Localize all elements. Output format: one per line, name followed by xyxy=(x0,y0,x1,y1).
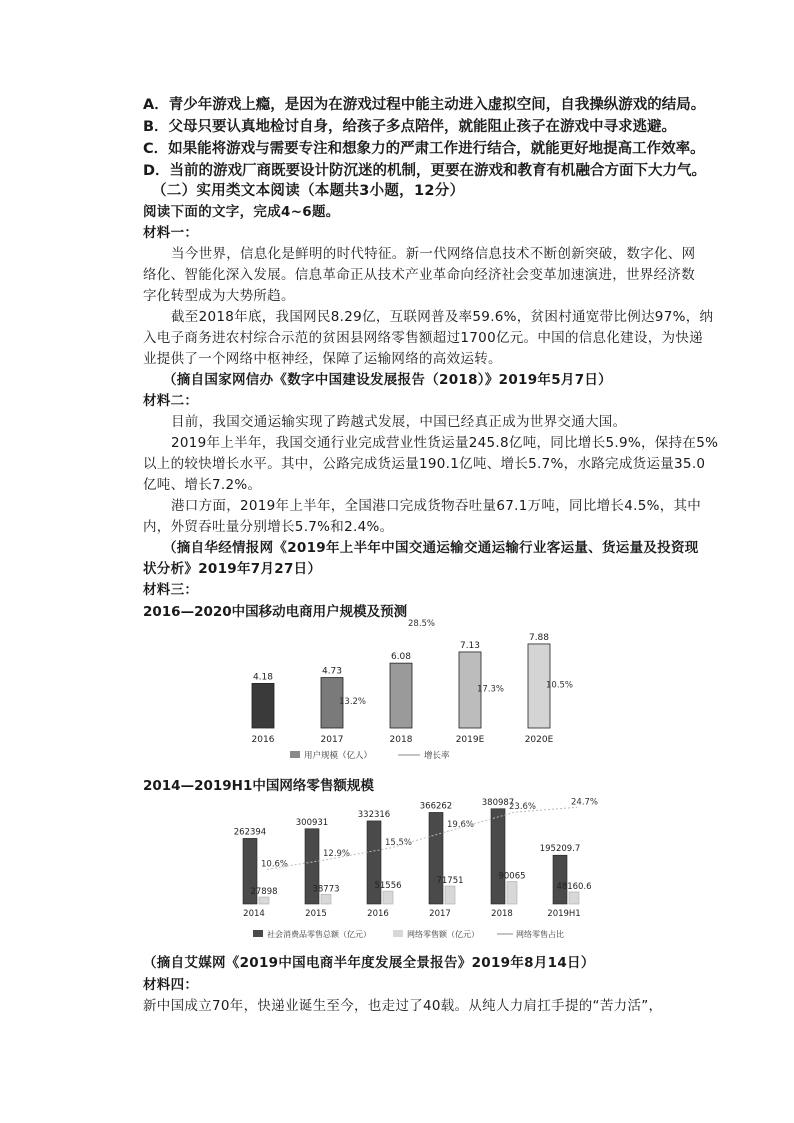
bar-online-value-label: 48160.6 xyxy=(556,881,592,892)
legend-swatch-total xyxy=(253,930,263,937)
bar-online-value-label: 51556 xyxy=(374,881,402,892)
material1-p1-line: 络化、智能化深入发展。信息革命正从技术产业革命向经济社会变革加速演进，世界经济数 xyxy=(143,267,695,283)
option-a: A．青少年游戏上瘾，是因为在游戏过程中能主动进入虚拟空间，自我操纵游戏的结局。 xyxy=(143,97,706,113)
bar-online-retail xyxy=(507,881,517,904)
material1-source: （摘自国家网信办《数字中国建设发展报告（2018）》2019年5月7日） xyxy=(163,372,612,388)
material1-p2-line: 入电子商务进农村综合示范的贫困县网络零售额超过1700亿元。中国的信息化建设，为快递 xyxy=(143,330,703,346)
share-label: 15.5% xyxy=(385,837,413,848)
x-tick-label: 2016 xyxy=(251,735,275,745)
legend-swatch-users xyxy=(290,751,300,758)
bar-online-value-label: 27898 xyxy=(250,887,278,898)
share-label: 12.9% xyxy=(323,849,351,860)
bar-user-scale xyxy=(252,683,274,728)
material1-p2-line: 截至2018年底，我国网民8.29亿，互联网普及率59.6%，贫困村通宽带比例达97%，纳 xyxy=(171,309,714,325)
material2-source-line: （摘自华经情报网《2019年上半年中国交通运输交通运输行业客运量、货运量及投资现 xyxy=(163,540,699,556)
bar-total-retail xyxy=(491,809,505,904)
bar-online-value-label: 71751 xyxy=(436,876,464,887)
bar-total-value-label: 262394 xyxy=(233,827,267,838)
bar-value-label: 7.88 xyxy=(528,632,550,643)
material3-label: 材料三： xyxy=(143,582,199,598)
bar-value-label: 4.18 xyxy=(252,672,274,683)
bar-value-label: 6.08 xyxy=(390,652,412,663)
x-tick-label: 2017 xyxy=(320,735,344,745)
bar-online-retail xyxy=(321,894,331,904)
growth-rate-label: 13.2% xyxy=(339,696,367,707)
material1-label: 材料一： xyxy=(143,225,199,241)
x-tick-label: 2018 xyxy=(389,735,413,745)
bar-total-retail xyxy=(429,812,443,904)
bar-total-retail xyxy=(553,855,567,904)
material2-p2-line: 亿吨、增长7.2%。 xyxy=(143,477,262,493)
instruction: 阅读下面的文字，完成4~6题。 xyxy=(143,204,340,220)
x-tick-label: 2019E xyxy=(455,735,485,745)
option-b: B．父母只要认真地检讨自身，给孩子多点陪伴，就能阻止孩子在游戏中寻求逃避。 xyxy=(143,119,677,135)
bar-total-retail xyxy=(367,821,381,904)
legend-label-total: 社会消费品零售总额（亿元） xyxy=(267,930,371,939)
bar-online-value-label: 38773 xyxy=(312,884,340,895)
bar-value-label: 4.73 xyxy=(321,666,343,677)
bar-total-value-label: 300931 xyxy=(295,817,329,828)
bar-value-label: 7.13 xyxy=(459,640,481,651)
material2-p3-line: 港口方面，2019年上半年，全国港口完成货物吞吐量67.1万吨，同比增长4.5%，其中 xyxy=(171,498,702,514)
chart-mobile-ecommerce-users xyxy=(230,618,600,770)
x-tick-label: 2015 xyxy=(305,909,327,919)
x-tick-label: 2017 xyxy=(429,909,451,919)
bar-total-value-label: 366262 xyxy=(419,801,453,812)
bar-total-value-label: 380987 xyxy=(481,797,515,808)
chart2-title: 2014—2019H1中国网络零售额规模 xyxy=(143,778,374,794)
share-label: 24.7% xyxy=(571,797,599,808)
chart-online-retail-sales xyxy=(225,792,625,948)
material2-source-line: 状分析》2019年7月27日） xyxy=(143,561,322,577)
material2-p2-line: 2019年上半年，我国交通行业完成营业性货运量245.8亿吨，同比增长5.9%，保持在5% xyxy=(171,435,719,451)
material2-p2-line: 以上的较快增长水平。其中，公路完成货运量190.1亿吨、增长5.7%，水路完成货运量35.0 xyxy=(143,456,706,472)
bar-online-retail xyxy=(259,897,269,904)
growth-rate-label: 28.5% xyxy=(408,619,436,629)
material1-p2-line: 业提供了一个网络中枢神经，保障了运输网络的高效运转。 xyxy=(143,351,502,367)
share-label: 10.6% xyxy=(261,859,289,870)
legend-label-online: 网络零售额（亿元） xyxy=(407,930,479,939)
growth-rate-label: 17.3% xyxy=(477,684,505,695)
growth-rate-label: 10.5% xyxy=(546,680,574,691)
legend-label-users: 用户规模（亿人） xyxy=(304,751,373,761)
x-tick-label: 2018 xyxy=(491,909,513,919)
material2-p3-line: 内，外贸吞吐量分别增长5.7%和2.4%。 xyxy=(143,519,394,535)
x-tick-label: 2020E xyxy=(524,735,554,745)
share-label: 23.6% xyxy=(509,802,537,813)
bar-total-value-label: 332316 xyxy=(357,809,391,820)
material4-p1-line: 新中国成立70年，快递业诞生至今，也走过了40载。从纯人力肩扛手提的“苦力活”， xyxy=(143,998,663,1014)
legend-label-rate: 增长率 xyxy=(424,751,450,761)
legend-swatch-online xyxy=(393,930,403,937)
material2-label: 材料二： xyxy=(143,393,199,409)
bar-online-retail xyxy=(445,886,455,904)
bar-total-value-label: 195209.7 xyxy=(539,844,581,855)
x-tick-label: 2019H1 xyxy=(547,909,581,919)
material3-source: （摘自艾媒网《2019中国电商半年度发展全景报告》2019年8月14日） xyxy=(143,955,595,971)
option-d: D．当前的游戏厂商既要设计防沉迷的机制，更要在游戏和教育有机融合方面下大力气。 xyxy=(143,163,707,179)
material1-p1-line: 字化转型成为大势所趋。 xyxy=(143,288,295,304)
x-tick-label: 2016 xyxy=(367,909,389,919)
section-heading: （二）实用类文本阅读（本题共3小题，12分） xyxy=(152,183,465,199)
material2-p1-line: 目前，我国交通运输实现了跨越式发展，中国已经真正成为世界交通大国。 xyxy=(171,414,627,430)
share-label: 19.6% xyxy=(447,819,475,830)
material1-p1-line: 当今世界，信息化是鲜明的时代特征。新一代网络信息技术不断创新突破，数字化、网 xyxy=(171,246,696,262)
x-tick-label: 2014 xyxy=(243,909,265,919)
bar-user-scale xyxy=(390,663,412,728)
legend-label-share: 网络零售占比 xyxy=(516,930,564,939)
option-c: C．如果能将游戏与需要专注和想象力的严肃工作进行结合，就能更好地提高工作效率。 xyxy=(143,141,705,157)
material4-label: 材料四： xyxy=(143,977,199,993)
bar-online-retail xyxy=(383,891,393,904)
chart1-title: 2016—2020中国移动电商用户规模及预测 xyxy=(143,604,408,620)
bar-online-value-label: 90065 xyxy=(498,871,526,882)
bar-online-retail xyxy=(569,892,579,904)
